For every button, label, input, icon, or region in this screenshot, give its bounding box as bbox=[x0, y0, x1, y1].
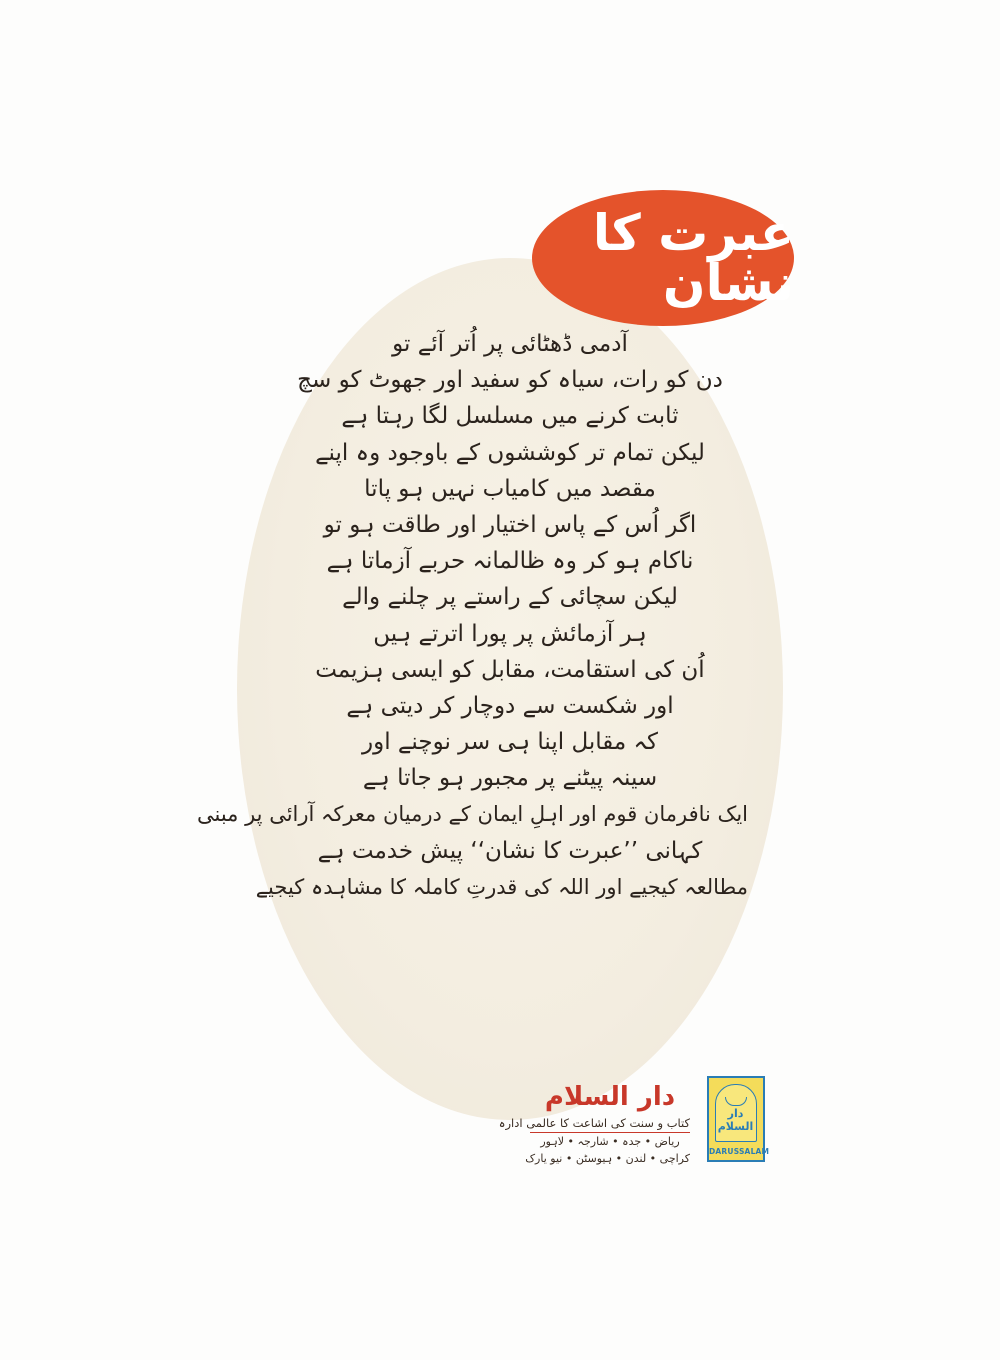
blurb-line: ایک نافرمان قوم اور اہلِ ایمان کے درمیان معرکہ آرائی پر مبنی bbox=[196, 802, 748, 827]
blurb-line: مطالعہ کیجیے اور اللہ کی قدرتِ کاملہ کا مشاہدہ کیجیے bbox=[255, 874, 748, 899]
logo-arch bbox=[715, 1084, 757, 1142]
publisher-cities: کراچی • لندن • ہیوسٹن • نیو یارک bbox=[525, 1152, 690, 1165]
publisher-cities: ریاض • جدہ • شارجہ • لاہور bbox=[540, 1135, 680, 1148]
blurb-line: اور شکست سے دوچار کر دیتی ہے bbox=[346, 692, 674, 719]
publisher-imprint bbox=[498, 1080, 690, 1180]
blurb-line: آدمی ڈھٹائی پر اُتر آئے تو bbox=[392, 331, 628, 357]
blurb-line: اگر اُس کے پاس اختیار اور طاقت ہو تو bbox=[323, 511, 697, 538]
publisher-name: دار السلام bbox=[544, 1082, 676, 1112]
blurb-line: سینہ پیٹنے پر مجبور ہو جاتا ہے bbox=[362, 765, 658, 792]
blurb-line: لیکن تمام تر کوششوں کے باوجود وہ اپنے bbox=[315, 439, 705, 466]
blurb-line: ہر آزمائش پر پورا اترتے ہیں bbox=[373, 620, 647, 647]
blurb-text bbox=[196, 326, 748, 905]
open-book-icon bbox=[725, 1097, 747, 1106]
blurb-line: ناکام ہو کر وہ ظالمانہ حربے آزماتا ہے bbox=[326, 548, 694, 575]
blurb-line: لیکن سچائی کے راستے پر چلنے والے bbox=[342, 584, 678, 611]
blurb-line: مقصد میں کامیاب نہیں ہو پاتا bbox=[364, 475, 656, 502]
blurb-line: کہ مقابل اپنا ہی سر نوچنے اور bbox=[362, 729, 658, 756]
publisher-tagline: کتاب و سنت کی اشاعت کا عالمی ادارہ bbox=[530, 1114, 690, 1133]
logo-arabic-mark: دار السلام bbox=[717, 1107, 754, 1133]
logo-caption: DARUSSALAM bbox=[709, 1147, 770, 1156]
blurb-line: اُن کی استقامت، مقابل کو ایسی ہزیمت bbox=[315, 656, 705, 683]
blurb-line: ثابت کرنے میں مسلسل لگا رہتا ہے bbox=[341, 403, 679, 430]
blurb-line: کہانی ’’عبرت کا نشان‘‘ پیش خدمت ہے bbox=[317, 837, 703, 864]
book-title: عبرت کا نشان bbox=[592, 204, 794, 312]
darussalam-logo-icon bbox=[707, 1076, 770, 1162]
blurb-line: دن کو رات، سیاہ کو سفید اور جھوٹ کو سچ bbox=[297, 367, 723, 394]
